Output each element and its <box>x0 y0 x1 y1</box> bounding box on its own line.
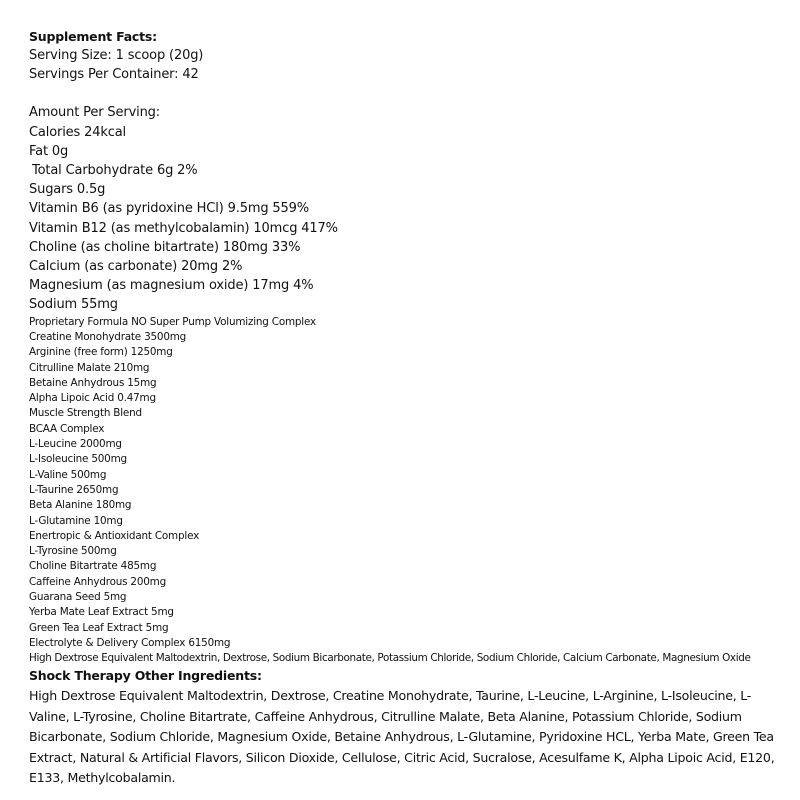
nutrient-line: Choline (as choline bitartrate) 180mg 33% <box>29 239 301 255</box>
serving-size: Serving Size: 1 scoop (20g) <box>29 48 204 63</box>
other-ingredients-text: High Dextrose Equivalent Maltodextrin, Dextrose, Creatine Monohydrate, Taurine, L-Leucine, L-Arginine, L-Isoleucine, L-Valine, L-Tyrosine, Choline Bitartrate, Caffeine Anhydrous, Citrulline Malate, Beta Alanine, Potassium Chloride, Sodium Bicarbonate, Sodium Chloride, Magnesium Oxide, Betaine Anhydrous, L-Glutamine, Pyridoxine HCL, Yerba Mate, Green Tea Extract, Natural & Artificial Flavors, Silicon Dioxide, Cellulose, Citric Acid, Sucralose, Acesulfame K, Alpha Lipoic Acid, E120, E133, Methylcobalamin. <box>29 688 775 786</box>
blend-line: High Dextrose Equivalent Maltodextrin, Dextrose, Sodium Bicarbonate, Potassium Chloride, Sodium Chloride, Calcium Carbonate, Magnesium Oxide <box>29 652 751 665</box>
supplement-document <box>29 27 789 789</box>
blend-line: Enertropic & Antioxidant Complex <box>29 529 200 542</box>
blend-line: Citrulline Malate 210mg <box>29 361 150 374</box>
blend-line: Green Tea Leaf Extract 5mg <box>29 621 169 634</box>
blend-line: Choline Bitartrate 485mg <box>29 560 157 573</box>
blend-line: L-Glutamine 10mg <box>29 514 123 527</box>
blend-line: Yerba Mate Leaf Extract 5mg <box>29 606 174 619</box>
nutrient-line: Vitamin B6 (as pyridoxine HCl) 9.5mg 559% <box>29 201 309 217</box>
blend-line: L-Leucine 2000mg <box>29 438 122 451</box>
blend-line: Creatine Monohydrate 3500mg <box>29 330 187 343</box>
blend-line: Electrolyte & Delivery Complex 6150mg <box>29 636 231 649</box>
amount-per-serving: Amount Per Serving: <box>29 105 160 121</box>
nutrient-line: Calories 24kcal <box>29 124 127 140</box>
nutrient-line: Magnesium (as magnesium oxide) 17mg 4% <box>29 278 314 294</box>
blend-line: Betaine Anhydrous 15mg <box>29 376 157 389</box>
blend-line: Proprietary Formula NO Super Pump Volumizing Complex <box>29 315 316 328</box>
servings-per-container: Servings Per Container: 42 <box>29 67 199 83</box>
other-ingredients-heading: Shock Therapy Other Ingredients: <box>29 668 262 684</box>
blend-line: L-Taurine 2650mg <box>29 483 119 496</box>
nutrient-line: Fat 0g <box>29 143 69 159</box>
blend-line: Caffeine Anhydrous 200mg <box>29 575 166 588</box>
blend-line: Beta Alanine 180mg <box>29 499 132 512</box>
blend-line: Arginine (free form) 1250mg <box>29 346 173 359</box>
blend-line: L-Valine 500mg <box>29 468 107 481</box>
blend-line: Muscle Strength Blend <box>29 407 142 420</box>
nutrient-line: Total Carbohydrate 6g 2% <box>32 163 198 179</box>
blend-line: L-Tyrosine 500mg <box>29 545 117 558</box>
nutrient-line: Sodium 55mg <box>29 297 118 313</box>
nutrient-line: Sugars 0.5g <box>29 182 106 198</box>
supplement-facts-heading: Supplement Facts: <box>29 29 157 44</box>
blend-line: L-Isoleucine 500mg <box>29 453 127 466</box>
section-spacer <box>29 84 789 103</box>
blend-line: Guarana Seed 5mg <box>29 590 127 603</box>
nutrient-line: Vitamin B12 (as methylcobalamin) 10mcg 417% <box>29 220 338 236</box>
nutrient-line: Calcium (as carbonate) 20mg 2% <box>29 259 243 275</box>
blend-line: BCAA Complex <box>29 422 105 435</box>
blend-line: Alpha Lipoic Acid 0.47mg <box>29 392 156 405</box>
